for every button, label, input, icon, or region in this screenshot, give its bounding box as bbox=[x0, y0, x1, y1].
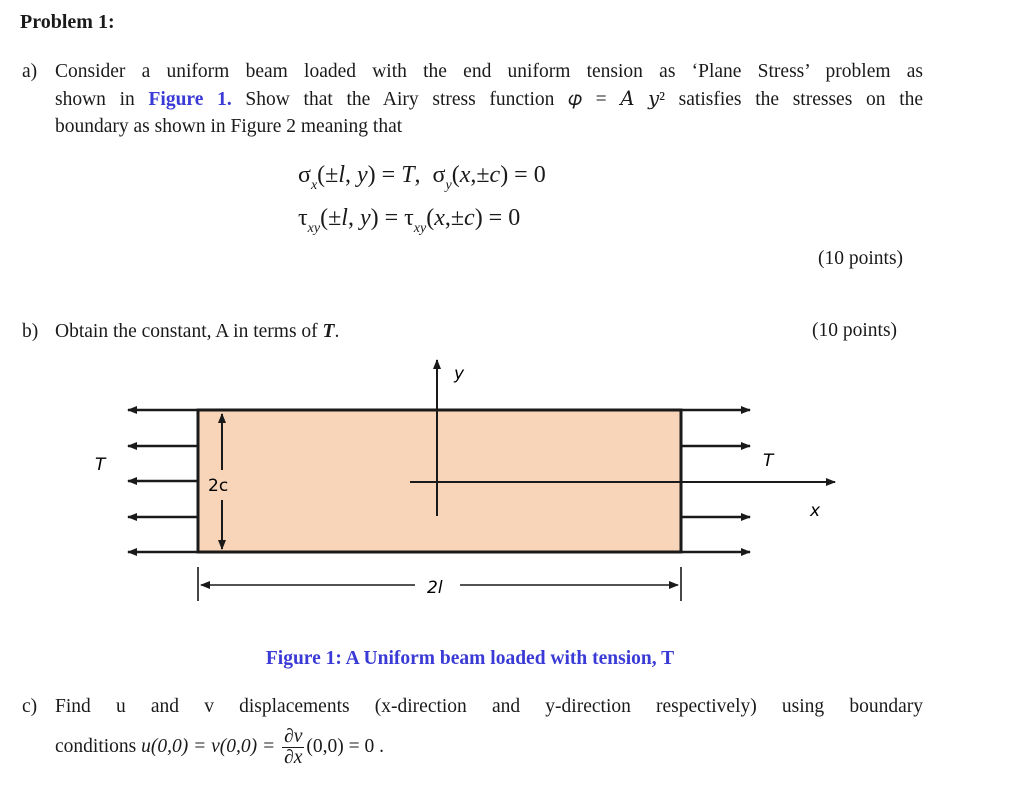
part-c-label: c) bbox=[22, 696, 38, 717]
height-label: 2c bbox=[208, 476, 229, 496]
part-a-points: (10 points) bbox=[818, 248, 904, 269]
part-a-label: a) bbox=[22, 61, 38, 82]
part-b-text-T: T bbox=[322, 321, 335, 342]
part-a-line-2-post: Show that the Airy stress function 𝜑 = 𝐴 𝑦² satisfies the stresses on the bbox=[231, 89, 924, 110]
part-c-cond-expr: u(0,0) = v(0,0) = bbox=[141, 736, 276, 757]
fraction-numerator: ∂v bbox=[284, 726, 303, 748]
part-b-points: (10 points) bbox=[812, 320, 898, 341]
problem-title: Problem 1: bbox=[20, 11, 115, 33]
part-a-line-2-pre: shown in bbox=[55, 89, 149, 110]
stress-equation-1: $\sigma_x(\pm l$, y) = T, $\sigma_y(x,\pm c) = 0$ bbox=[298, 162, 546, 193]
x-axis-label: x bbox=[810, 501, 821, 521]
length-label: 2l bbox=[427, 578, 443, 598]
part-a-line-1: Consider a uniform beam loaded with the end uniform tension as ‘Plane Stress’ problem as bbox=[55, 61, 923, 82]
partial-derivative-fraction bbox=[282, 727, 304, 768]
part-c-line-1: Find u and v displacements (x-direction and y-direction respectively) using boundary bbox=[55, 696, 923, 717]
stress-equation-2: $\tau_{xy}(\pm l$, $y) = \tau_{xy}(x,\pm c) = 0$ bbox=[298, 205, 521, 236]
part-b-text-pre: Obtain the constant, A in terms of bbox=[55, 321, 323, 342]
figure-caption: Figure 1: A Uniform beam loaded with tension, T bbox=[265, 648, 675, 669]
left-tension-arrows bbox=[128, 410, 198, 552]
part-a-line-3: boundary as shown in Figure 2 meaning that bbox=[55, 116, 403, 137]
y-axis-label: y bbox=[454, 364, 465, 384]
left-tension-label: T bbox=[95, 455, 106, 475]
part-b-text-post: . bbox=[334, 321, 340, 342]
part-b-label: b) bbox=[22, 321, 39, 342]
fraction-denominator: ∂x bbox=[284, 747, 303, 769]
right-tension-label: T bbox=[763, 451, 774, 471]
figure-1-reference: Figure 1. bbox=[148, 89, 232, 110]
part-c-conditions bbox=[55, 727, 384, 768]
part-c-cond-pre: conditions bbox=[55, 736, 137, 757]
part-c-cond-post: (0,0) = 0 . bbox=[306, 736, 384, 757]
